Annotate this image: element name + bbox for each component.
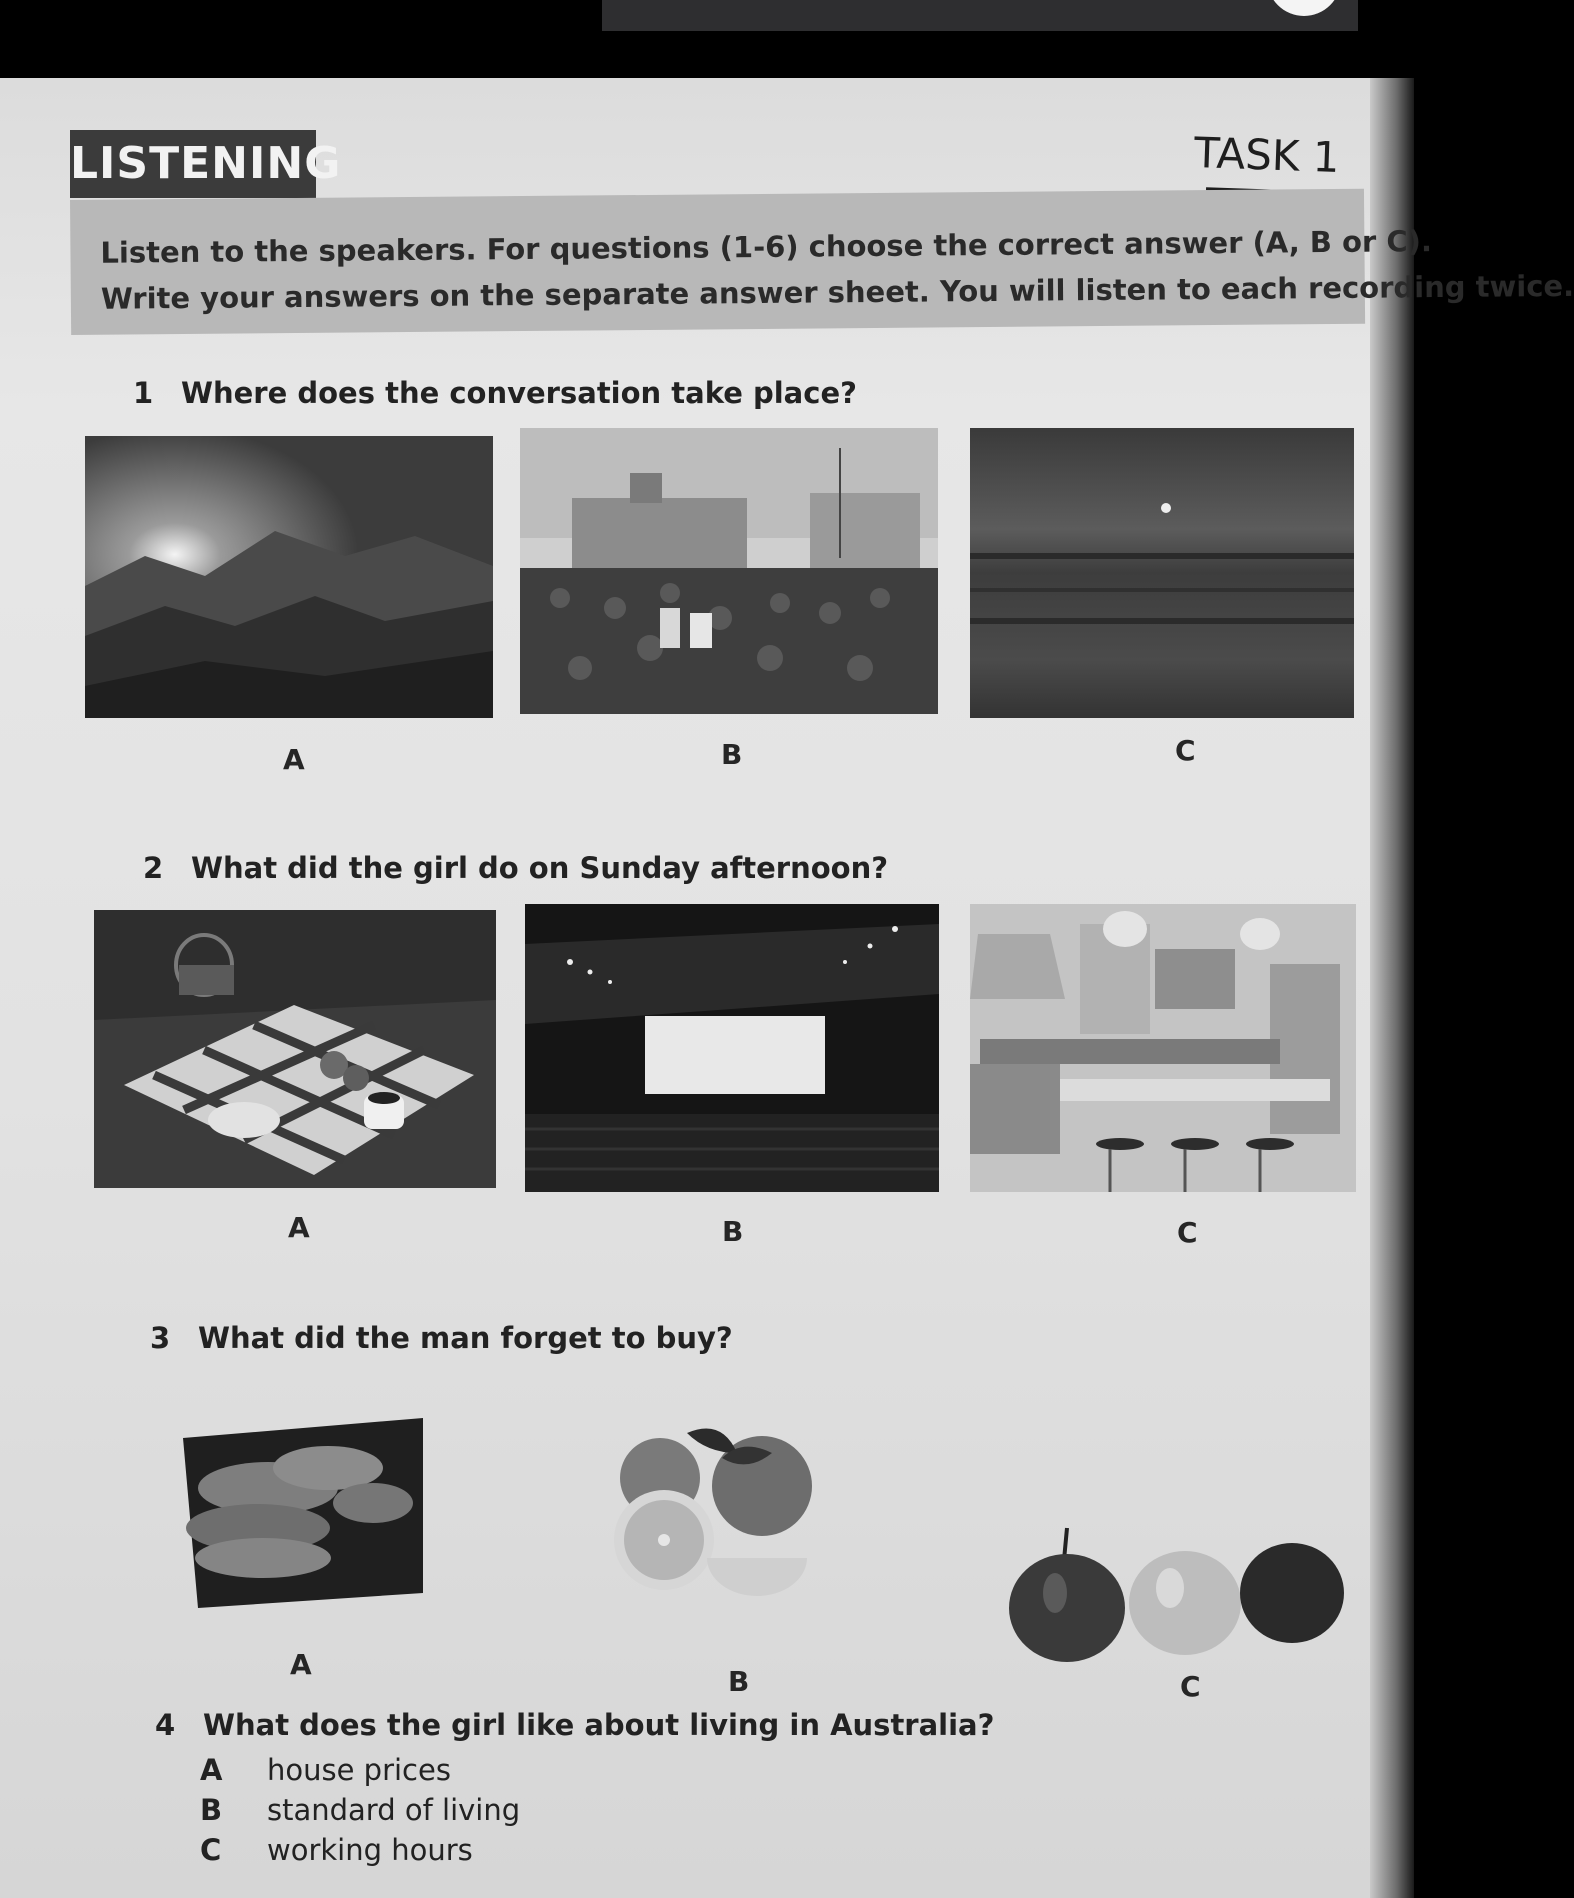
- task-label: TASK 1: [1193, 128, 1341, 183]
- question-1-title: [133, 376, 857, 410]
- page-edge-shadow: [1370, 78, 1414, 1898]
- q2-option-b-letter: B: [722, 1215, 744, 1248]
- top-bar-strip: [602, 0, 1358, 31]
- question-1-text: Where does the conversation take place?: [181, 376, 857, 410]
- question-1-number: 1: [133, 376, 154, 410]
- mountain-sunrise-image: [85, 436, 493, 718]
- q4-option-a-text: house prices: [267, 1753, 451, 1787]
- q3-option-a-letter: A: [290, 1648, 312, 1681]
- q4-option-b-letter: B: [200, 1793, 223, 1827]
- instructions-box: [70, 189, 1574, 335]
- worksheet-page: [0, 78, 1574, 1898]
- question-4-options: [200, 1753, 520, 1873]
- q4-option-c: [200, 1833, 520, 1873]
- cinema-image: [525, 904, 939, 1192]
- question-3-title: [150, 1321, 733, 1355]
- question-4-text: What does the girl like about living in Australia?: [203, 1708, 995, 1742]
- q3-option-c-letter: C: [1180, 1670, 1201, 1703]
- instructions-line-2: Write your answers on the separate answer sheet. You will listen to each recording twice.: [100, 268, 1574, 316]
- q1-option-c-letter: C: [1175, 734, 1196, 767]
- q4-option-a: [200, 1753, 520, 1793]
- oranges-image: [612, 1418, 827, 1598]
- question-3-number: 3: [150, 1321, 171, 1355]
- instructions-line-1: Listen to the speakers. For questions (1-6) choose the correct answer (A, B or C).: [100, 224, 1433, 270]
- question-4-title: [155, 1708, 994, 1742]
- question-4-number: 4: [155, 1708, 176, 1742]
- q4-option-a-letter: A: [200, 1753, 223, 1787]
- question-2-number: 2: [143, 851, 164, 885]
- q1-option-a-letter: A: [283, 743, 305, 776]
- kitchen-image: [970, 904, 1356, 1192]
- q1-option-b-letter: B: [721, 738, 743, 771]
- q4-option-b-text: standard of living: [267, 1793, 521, 1827]
- question-2-text: What did the girl do on Sunday afternoon?: [191, 851, 889, 885]
- apples-image: [1010, 1518, 1350, 1663]
- q4-option-b: [200, 1793, 520, 1833]
- crowd-square-image: [520, 428, 938, 714]
- sea-sunset-image: [970, 428, 1354, 718]
- q2-option-c-letter: C: [1177, 1216, 1198, 1249]
- question-3-text: What did the man forget to buy?: [198, 1321, 733, 1355]
- question-2-title: [143, 851, 888, 885]
- section-label: LISTENING: [70, 130, 316, 198]
- q2-option-a-letter: A: [288, 1211, 310, 1244]
- q4-option-c-letter: C: [200, 1833, 222, 1867]
- top-bar: [0, 0, 1414, 78]
- picnic-image: [94, 910, 496, 1188]
- potatoes-image: [178, 1408, 428, 1608]
- q4-option-c-text: working hours: [267, 1833, 473, 1867]
- q3-option-b-letter: B: [728, 1665, 750, 1698]
